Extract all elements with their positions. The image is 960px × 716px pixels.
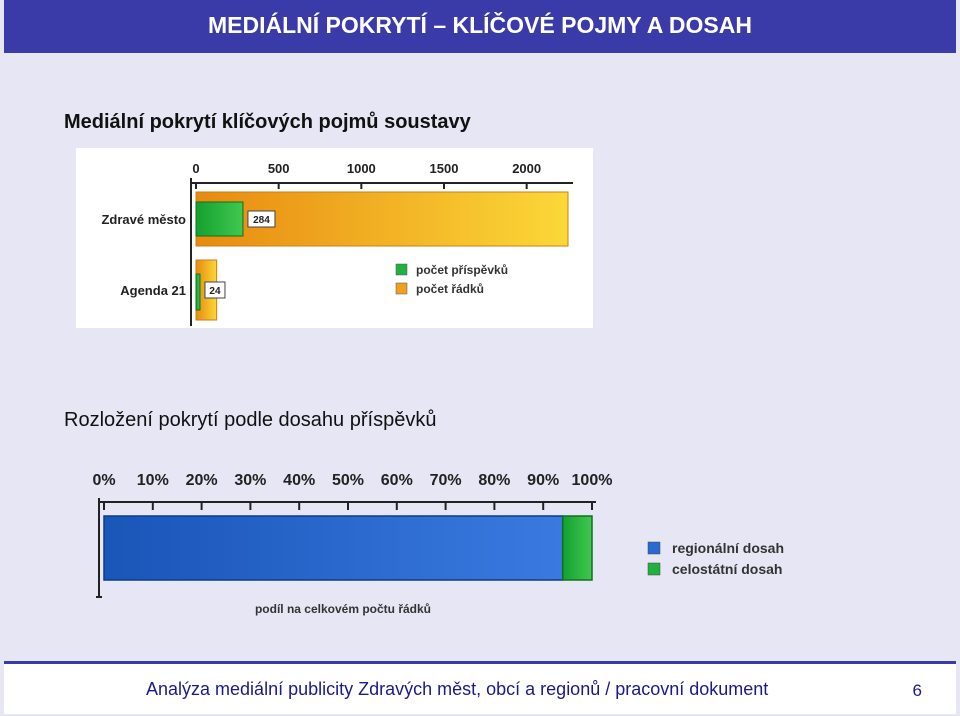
bar-pocet-prispevku: [196, 274, 200, 310]
x-tick-label: 1000: [346, 161, 376, 176]
legend-swatch: [396, 283, 407, 294]
x-tick-label: 40%: [283, 472, 316, 489]
x-tick-label: 100%: [571, 472, 613, 489]
value-label: 24: [209, 286, 221, 297]
category-label: Agenda 21: [120, 283, 186, 298]
reach-heading: Rozložení pokrytí podle dosahu příspěvků: [64, 409, 437, 431]
legend-label: regionální dosah: [672, 540, 785, 556]
page-number: 6: [912, 681, 922, 700]
legend-swatch: [648, 542, 660, 554]
x-tick-label: 30%: [234, 472, 267, 489]
footer-divider: [4, 661, 956, 664]
reach-chart: [80, 460, 820, 620]
x-tick-label: 70%: [429, 472, 462, 489]
x-tick-label: 500: [267, 161, 290, 176]
x-tick-label: 90%: [527, 472, 560, 489]
x-axis-label: podíl na celkovém počtu řádků: [254, 602, 432, 616]
value-label: 284: [253, 215, 270, 226]
legend-swatch: [396, 264, 407, 275]
x-tick-label: 2000: [512, 161, 542, 176]
legend-swatch: [648, 563, 660, 575]
x-tick-label: 0%: [92, 472, 116, 489]
footer-text: Analýza mediální publicity Zdravých měst, obcí a regionů / pracovní dokument: [146, 679, 769, 699]
coverage-chart: [76, 148, 593, 328]
x-tick-label: 1500: [429, 161, 459, 176]
title-bar: [4, 0, 956, 53]
x-tick-label: 10%: [136, 472, 169, 489]
x-tick-label: 50%: [331, 472, 365, 489]
legend-label: celostátní dosah: [672, 561, 783, 577]
bar-celostatni-dosah: [563, 516, 592, 580]
bar-pocet-prispevku: [196, 202, 243, 236]
x-tick-label: 0: [192, 161, 200, 176]
coverage-heading: Mediální pokrytí klíčových pojmů soustavy: [64, 111, 471, 133]
legend-label: počet řádků: [416, 282, 485, 296]
x-tick-label: 20%: [185, 472, 218, 489]
x-tick-label: 60%: [380, 472, 413, 489]
page-title: MEDIÁLNÍ POKRYTÍ – KLÍČOVÉ POJMY A DOSAH: [208, 12, 752, 38]
x-tick-label: 80%: [478, 472, 511, 489]
category-label: Zdravé město: [101, 212, 186, 227]
bar-regionalni-dosah: [104, 516, 563, 580]
legend-label: počet příspěvků: [416, 263, 509, 277]
footer: [4, 661, 956, 714]
